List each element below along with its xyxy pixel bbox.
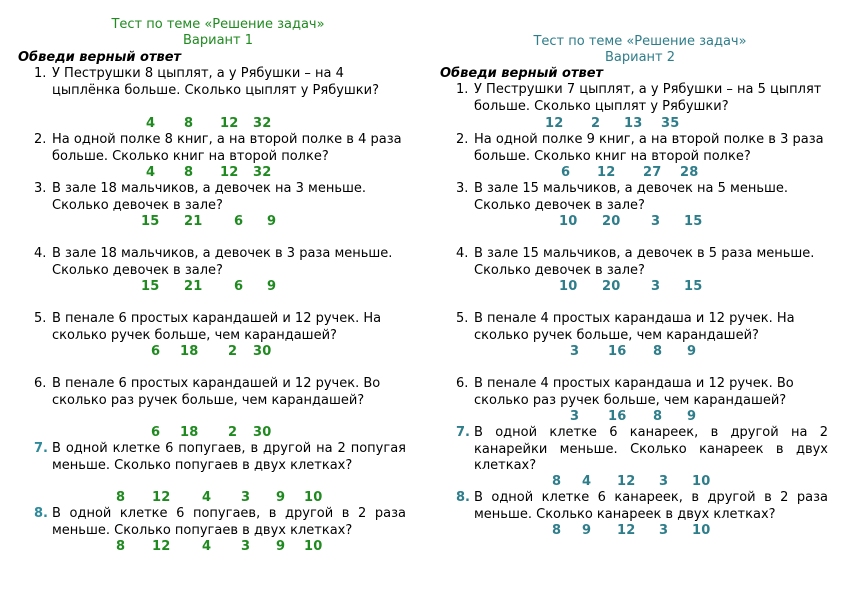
test-title: Тест по теме «Решение задач» bbox=[111, 17, 325, 32]
instruction: Обведи верный ответ bbox=[440, 66, 604, 81]
answer-option[interactable]: 8 bbox=[116, 490, 126, 505]
question-number: 5. bbox=[34, 311, 47, 326]
question-5 bbox=[34, 311, 406, 344]
question-number: 4. bbox=[456, 246, 469, 261]
answer-option[interactable]: 4 bbox=[146, 165, 156, 180]
question-number: 1. bbox=[34, 66, 47, 81]
answer-option[interactable]: 28 bbox=[680, 165, 699, 180]
answer-option[interactable]: 4 bbox=[146, 116, 156, 131]
question-1 bbox=[456, 82, 828, 115]
answer-option[interactable]: 9 bbox=[276, 490, 286, 505]
question-text: В пенале 6 простых карандашей и 12 ручек. Во сколько раз ручек больше, чем карандашей? bbox=[52, 376, 381, 408]
answer-option[interactable]: 13 bbox=[624, 116, 643, 131]
answer-option[interactable]: 10 bbox=[559, 279, 578, 294]
answer-option[interactable]: 21 bbox=[184, 279, 203, 294]
question-number: 8. bbox=[456, 490, 470, 505]
question-8 bbox=[34, 506, 406, 539]
answer-option[interactable]: 6 bbox=[151, 425, 161, 440]
answer-option[interactable]: 15 bbox=[684, 214, 703, 229]
question-text: В зале 15 мальчиков, а девочек на 5 меньше. Сколько девочек в зале? bbox=[474, 181, 789, 213]
question-number: 7. bbox=[34, 441, 48, 456]
answer-option[interactable]: 30 bbox=[253, 425, 272, 440]
question-text: В одной клетке 6 канареек, в другой на 2 канарейки меньше. Сколько канареек в двух клетках? bbox=[474, 425, 828, 473]
question-4 bbox=[456, 246, 828, 279]
question-6 bbox=[456, 376, 828, 409]
question-number: 2. bbox=[34, 132, 47, 147]
answer-option[interactable]: 3 bbox=[651, 279, 661, 294]
answer-option[interactable]: 15 bbox=[141, 279, 160, 294]
answer-option[interactable]: 30 bbox=[253, 344, 272, 359]
answer-option[interactable]: 8 bbox=[552, 474, 562, 489]
question-text: У Пеструшки 7 цыплят, а у Рябушки – на 5 цыплят больше. Сколько цыплят у Рябушки? bbox=[474, 82, 822, 114]
answer-option[interactable]: 4 bbox=[202, 490, 212, 505]
answer-option[interactable]: 9 bbox=[687, 344, 697, 359]
answer-option[interactable]: 8 bbox=[552, 523, 562, 538]
question-text: В одной клетке 6 попугаев, в другой в 2 раза меньше. Сколько попугаев в двух клетках? bbox=[52, 506, 406, 538]
question-text: На одной полке 8 книг, а на второй полке в 4 раза больше. Сколько книг на второй полке? bbox=[52, 132, 402, 164]
question-7 bbox=[34, 441, 406, 474]
answer-option[interactable]: 32 bbox=[253, 165, 272, 180]
answer-option[interactable]: 27 bbox=[643, 165, 662, 180]
answer-option[interactable]: 6 bbox=[561, 165, 571, 180]
answer-option[interactable]: 4 bbox=[582, 474, 592, 489]
answer-option[interactable]: 15 bbox=[141, 214, 160, 229]
answer-option[interactable]: 8 bbox=[653, 409, 663, 424]
answer-option[interactable]: 3 bbox=[570, 409, 580, 424]
question-5 bbox=[456, 311, 828, 344]
answer-option[interactable]: 32 bbox=[253, 116, 272, 131]
question-number: 6. bbox=[34, 376, 47, 391]
answer-option[interactable]: 6 bbox=[151, 344, 161, 359]
variant-label: Вариант 2 bbox=[604, 50, 676, 65]
answer-option[interactable]: 10 bbox=[692, 523, 711, 538]
answer-option[interactable]: 12 bbox=[597, 165, 616, 180]
question-2 bbox=[456, 132, 828, 165]
question-1 bbox=[34, 66, 406, 99]
answer-option[interactable]: 12 bbox=[617, 523, 636, 538]
question-number: 7. bbox=[456, 425, 470, 440]
answer-option[interactable]: 3 bbox=[651, 214, 661, 229]
answer-option[interactable]: 12 bbox=[220, 165, 239, 180]
question-text: В одной клетке 6 попугаев, в другой на 2 попугая меньше. Сколько попугаев в двух клетках? bbox=[52, 441, 406, 473]
question-number: 8. bbox=[34, 506, 48, 521]
question-6 bbox=[34, 376, 406, 409]
answer-option[interactable]: 9 bbox=[267, 214, 277, 229]
answer-option[interactable]: 10 bbox=[304, 490, 323, 505]
answer-option[interactable]: 16 bbox=[608, 344, 627, 359]
test-title: Тест по теме «Решение задач» bbox=[533, 34, 747, 49]
answer-option[interactable]: 18 bbox=[180, 425, 199, 440]
question-3 bbox=[456, 181, 828, 214]
question-number: 2. bbox=[456, 132, 469, 147]
answer-option[interactable]: 9 bbox=[582, 523, 592, 538]
answer-option[interactable]: 6 bbox=[234, 214, 244, 229]
answer-option[interactable]: 3 bbox=[241, 490, 251, 505]
question-number: 5. bbox=[456, 311, 469, 326]
question-4 bbox=[34, 246, 406, 279]
answer-option[interactable]: 20 bbox=[602, 214, 621, 229]
answer-option[interactable]: 2 bbox=[591, 116, 601, 131]
question-number: 4. bbox=[34, 246, 47, 261]
answer-option[interactable]: 4 bbox=[202, 539, 212, 554]
answer-option[interactable]: 12 bbox=[617, 474, 636, 489]
answer-option[interactable]: 3 bbox=[659, 474, 669, 489]
answer-option[interactable]: 9 bbox=[276, 539, 286, 554]
answer-option[interactable]: 8 bbox=[653, 344, 663, 359]
question-number: 6. bbox=[456, 376, 469, 391]
question-text: На одной полке 9 книг, а на второй полке в 3 раза больше. Сколько книг на второй полке? bbox=[474, 132, 824, 164]
answer-option[interactable]: 2 bbox=[228, 344, 238, 359]
question-text: У Пеструшки 8 цыплят, а у Рябушки – на 4 цыплёнка больше. Сколько цыплят у Рябушки? bbox=[52, 66, 379, 98]
answer-option[interactable]: 8 bbox=[116, 539, 126, 554]
answer-option[interactable]: 3 bbox=[659, 523, 669, 538]
question-text: В пенале 4 простых карандаша и 12 ручек. На сколько ручек больше, чем карандашей? bbox=[474, 311, 795, 343]
answer-option[interactable]: 9 bbox=[687, 409, 697, 424]
question-text: В зале 18 мальчиков, а девочек в 3 раза меньше. Сколько девочек в зале? bbox=[52, 246, 393, 278]
answer-option[interactable]: 6 bbox=[234, 279, 244, 294]
question-text: В зале 18 мальчиков, а девочек на 3 меньше. Сколько девочек в зале? bbox=[52, 181, 367, 213]
question-7 bbox=[456, 425, 828, 475]
answer-option[interactable]: 12 bbox=[152, 490, 171, 505]
question-text: В пенале 6 простых карандашей и 12 ручек. На сколько ручек больше, чем карандашей? bbox=[52, 311, 382, 343]
variant-label: Вариант 1 bbox=[182, 33, 254, 48]
answer-option[interactable]: 20 bbox=[602, 279, 621, 294]
question-text: В зале 15 мальчиков, а девочек в 5 раза меньше. Сколько девочек в зале? bbox=[474, 246, 815, 278]
instruction: Обведи верный ответ bbox=[18, 50, 182, 65]
answer-option[interactable]: 2 bbox=[228, 425, 238, 440]
question-number: 1. bbox=[456, 82, 469, 97]
answer-option[interactable]: 10 bbox=[304, 539, 323, 554]
answer-option[interactable]: 8 bbox=[184, 116, 194, 131]
question-text: В пенале 4 простых карандаша и 12 ручек. Во сколько раз ручек больше, чем карандашей? bbox=[474, 376, 794, 408]
answer-option[interactable]: 12 bbox=[220, 116, 239, 131]
answer-option[interactable]: 18 bbox=[180, 344, 199, 359]
question-number: 3. bbox=[456, 181, 469, 196]
answer-option[interactable]: 15 bbox=[684, 279, 703, 294]
answer-option[interactable]: 3 bbox=[241, 539, 251, 554]
question-3 bbox=[34, 181, 406, 214]
answer-option[interactable]: 21 bbox=[184, 214, 203, 229]
answer-option[interactable]: 10 bbox=[692, 474, 711, 489]
question-8 bbox=[456, 490, 828, 523]
question-text: В одной клетке 6 канареек, в другой в 2 раза меньше. Сколько канареек в двух клетках? bbox=[474, 490, 828, 522]
answer-option[interactable]: 35 bbox=[661, 116, 680, 131]
answer-option[interactable]: 9 bbox=[267, 279, 277, 294]
answer-option[interactable]: 16 bbox=[608, 409, 627, 424]
answer-option[interactable]: 12 bbox=[152, 539, 171, 554]
question-2 bbox=[34, 132, 406, 165]
answer-option[interactable]: 8 bbox=[184, 165, 194, 180]
question-number: 3. bbox=[34, 181, 47, 196]
answer-option[interactable]: 12 bbox=[545, 116, 564, 131]
answer-option[interactable]: 10 bbox=[559, 214, 578, 229]
answer-option[interactable]: 3 bbox=[570, 344, 580, 359]
